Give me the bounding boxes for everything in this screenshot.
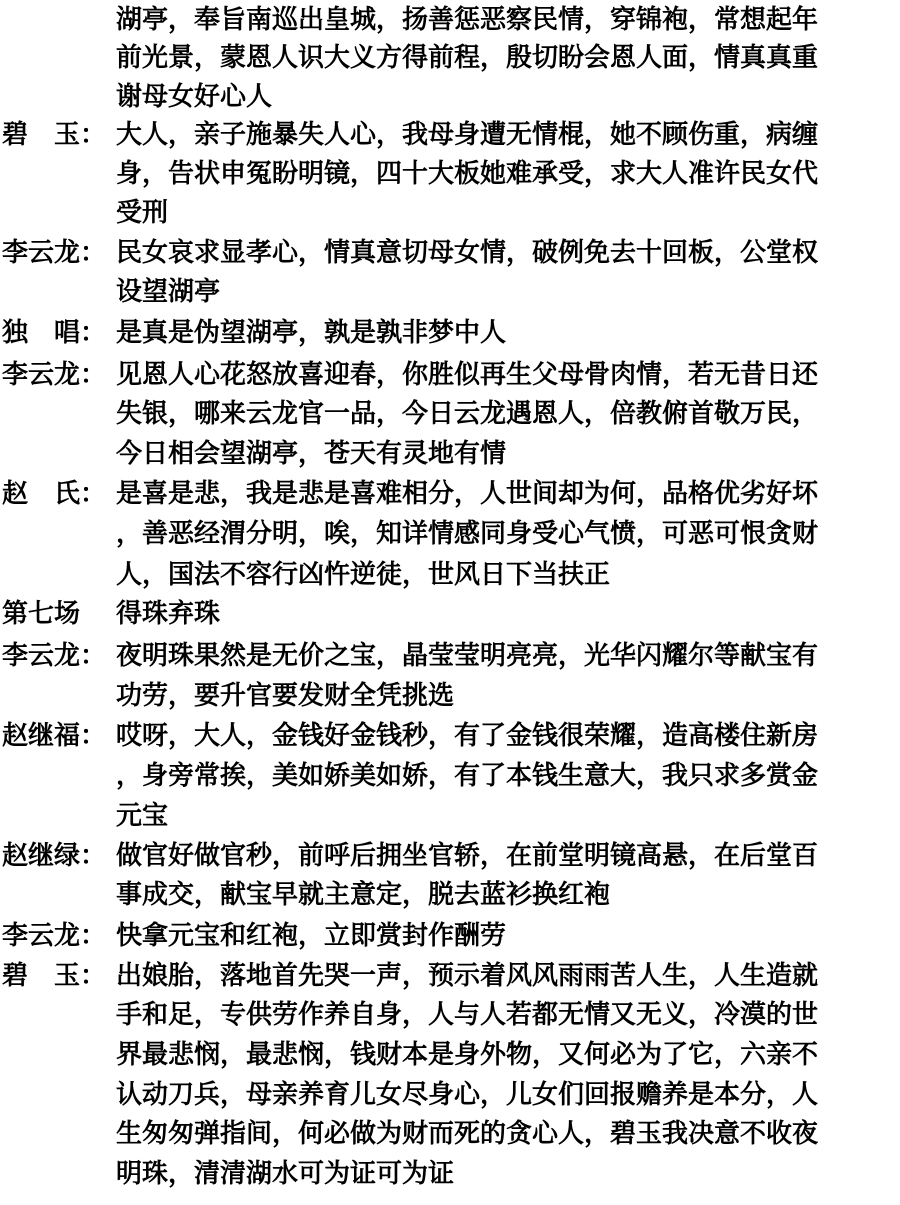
script-line [0, 676, 900, 716]
line-text: 功劳，要升官要发财全凭挑选 [116, 681, 455, 711]
line-text: 快拿元宝和红袍，立即赏封作酬劳 [116, 921, 507, 951]
script-line [0, 233, 900, 273]
line-text: 失银，哪来云龙官一品，今日云龙遇恩人，倍教俯首敬万民， [116, 399, 819, 429]
line-text: 民女哀求显孝心，情真意切母女情，破例免去十回板，公堂权 [116, 238, 819, 268]
line-text: 今日相会望湖亭，苍天有灵地有情 [116, 439, 507, 469]
script-line [0, 756, 900, 796]
line-text: 明珠，清清湖水可为证可为证 [116, 1159, 455, 1189]
line-text: 设望湖亭 [116, 277, 221, 307]
script-line [0, 434, 900, 474]
line-text: 事成交，献宝早就主意定，脱去蓝衫换红袍 [116, 880, 611, 910]
script-line [0, 474, 900, 514]
line-text: 生匆匆弹指间，何必做为财而死的贪心人，碧玉我决意不收夜 [116, 1119, 819, 1149]
line-text: 元宝 [116, 801, 169, 831]
script-line [0, 995, 900, 1035]
line-text: 湖亭，奉旨南巡出皇城，扬善惩恶察民情，穿锦袍，常想起年 [116, 5, 819, 35]
script-line [0, 1035, 900, 1075]
speaker-label: 李云龙： [2, 641, 107, 671]
script-line [0, 154, 900, 194]
line-text: 受刑 [116, 198, 169, 228]
script-line [0, 555, 900, 595]
script-line [0, 875, 900, 915]
script-line [0, 272, 900, 312]
scene-number: 第七场 [2, 599, 81, 629]
speaker-label: 李云龙： [2, 360, 107, 390]
script-line [0, 1075, 900, 1115]
script-line [0, 956, 900, 996]
script-line [0, 514, 900, 554]
script-line [0, 38, 900, 78]
line-text: 见恩人心花怒放喜迎春，你胜似再生父母骨肉情，若无昔日还 [116, 360, 819, 390]
scene-heading [0, 594, 900, 634]
script-line [0, 636, 900, 676]
line-text: 界最悲悯，最悲悯，钱财本是身外物，又何必为了它，六亲不 [116, 1040, 819, 1070]
speaker-label: 赵 氏： [2, 479, 107, 509]
speaker-label: 李云龙： [2, 921, 107, 951]
line-text: 人，国法不容行凶忤逆徒，世风日下当扶正 [116, 560, 611, 590]
speaker-label: 碧 玉： [2, 961, 107, 991]
line-text: 是真是伪望湖亭，孰是孰非梦中人 [116, 318, 507, 348]
script-line [0, 313, 900, 353]
line-text: 认动刀兵，母亲养育儿女尽身心，儿女们回报赡养是本分，人 [116, 1080, 819, 1110]
line-text: 是喜是悲，我是悲是喜难相分，人世间却为何，品格优劣好坏 [116, 479, 819, 509]
line-text: 出娘胎，落地首先哭一声，预示着风风雨雨苦人生，人生造就 [116, 961, 819, 991]
script-line [0, 716, 900, 756]
script-line [0, 355, 900, 395]
script-line [0, 1114, 900, 1154]
line-text: 哎呀，大人，金钱好金钱秒，有了金钱很荣耀，造高楼住新房 [116, 721, 819, 751]
line-text: ，善恶经渭分明，唉，知详情感同身受心气愤，可恶可恨贪财 [116, 519, 819, 549]
line-text: 身，告状申冤盼明镜，四十大板她难承受，求大人准许民女代 [116, 159, 819, 189]
speaker-label: 赵继绿： [2, 841, 107, 871]
line-text: 前光景，蒙恩人识大义方得前程，殷切盼会恩人面，情真真重 [116, 43, 819, 73]
line-text: ，身旁常挨，美如娇美如娇，有了本钱生意大，我只求多赏金 [116, 761, 819, 791]
script-line [0, 796, 900, 836]
line-text: 夜明珠果然是无价之宝，晶莹莹明亮亮，光华闪耀尔等献宝有 [116, 641, 819, 671]
script-line [0, 836, 900, 876]
speaker-label: 独 唱： [2, 318, 107, 348]
script-line [0, 115, 900, 155]
line-text: 手和足，专供劳作养自身，人与人若都无情又无义，冷漠的世 [116, 1000, 819, 1030]
speaker-label: 李云龙： [2, 238, 107, 268]
scene-name: 得珠弃珠 [116, 599, 221, 629]
speaker-label: 赵继福： [2, 721, 107, 751]
speaker-label: 碧 玉： [2, 120, 107, 150]
script-line [0, 77, 900, 117]
line-text: 做官好做官秒，前呼后拥坐官轿，在前堂明镜高悬，在后堂百 [116, 841, 819, 871]
line-text: 谢母女好心人 [116, 82, 273, 112]
script-line [0, 0, 900, 40]
script-line [0, 193, 900, 233]
script-line [0, 394, 900, 434]
script-line [0, 916, 900, 956]
script-line [0, 1154, 900, 1194]
line-text: 大人，亲子施暴失人心，我母身遭无情棍，她不顾伤重，病缠 [116, 120, 819, 150]
